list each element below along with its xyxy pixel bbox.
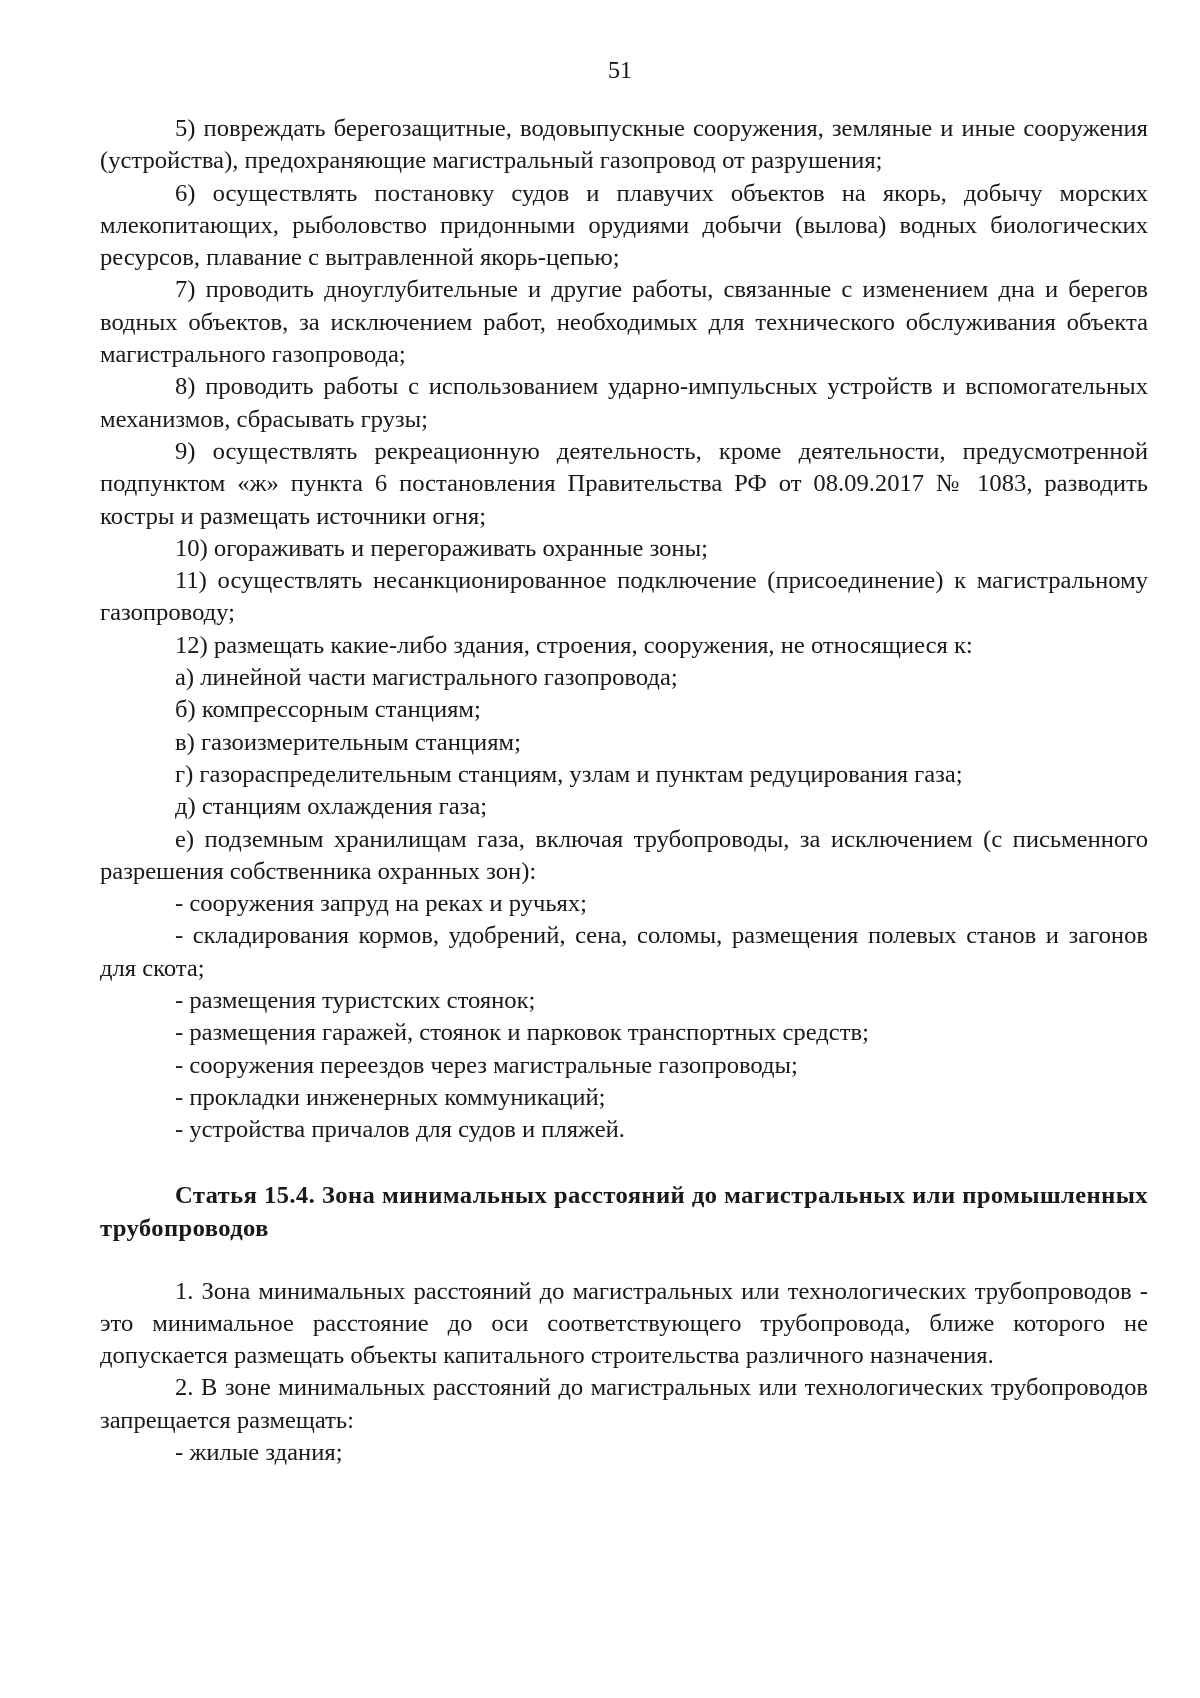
dash-item: - размещения гаражей, стоянок и парковок транспортных средств;: [175, 1019, 869, 1047]
list-item-11: 11) осуществлять несанкционированное подключение (присоединение) к магистральному газопроводу;: [100, 567, 1148, 627]
dash-item: - сооружения запруд на реках и ручьях;: [175, 890, 587, 918]
list-item-12: 12) размещать какие-либо здания, строения, сооружения, не относящиеся к:: [175, 631, 973, 659]
list-item-9: 9) осуществлять рекреационную деятельность, кроме деятельности, предусмотренной подпунктом «ж» пункта 6 постановления Правительства РФ от 08.09.2017 № 1083, разводить костры и размещать источники огня;: [100, 437, 1148, 530]
section-paragraph-2: 2. В зоне минимальных расстояний до магистральных или технологических трубопроводов запрещается размещать:: [100, 1374, 1148, 1434]
list-item-7: 7) проводить дноуглубительные и другие работы, связанные с изменением дна и берегов водных объектов, за исключением работ, необходимых для технического обслуживания объекта магистрального газопровода;: [100, 276, 1148, 369]
dash-item-last: - жилые здания;: [175, 1438, 343, 1466]
dash-item: - устройства причалов для судов и пляжей.: [175, 1116, 625, 1144]
subitem-e: е) подземным хранилищам газа, включая трубопроводы, за исключением (с письменного разрешения собственника охранных зон):: [100, 825, 1148, 885]
subitem-a: а) линейной части магистрального газопровода;: [175, 664, 678, 692]
dash-item: - сооружения переездов через магистральные газопроводы;: [175, 1051, 798, 1079]
article-heading: Статья 15.4. Зона минимальных расстояний до магистральных или промышленных трубопроводов: [100, 1181, 1148, 1242]
section-paragraph-1: 1. Зона минимальных расстояний до магистральных или технологических трубопроводов - это минимальное расстояние до оси соответствующего трубопровода, ближе которого не допускается размещать объекты капитального строительства различного назначения.: [100, 1277, 1148, 1370]
dash-item: - прокладки инженерных коммуникаций;: [175, 1083, 606, 1111]
page-number: 51: [608, 58, 632, 84]
list-item-6: 6) осуществлять постановку судов и плавучих объектов на якорь, добычу морских млекопитающих, рыболовство придонными орудиями добычи (вылова) водных биологических ресурсов, плавание с вытравленной якорь-цепью;: [100, 179, 1148, 272]
dash-item: - складирования кормов, удобрений, сена, соломы, размещения полевых станов и загонов для скота;: [100, 922, 1148, 982]
spacer: [100, 1245, 1148, 1276]
subitem-v: в) газоизмерительным станциям;: [175, 728, 521, 756]
list-item-8: 8) проводить работы с использованием ударно-импульсных устройств и вспомогательных механизмов, сбрасывать грузы;: [100, 373, 1148, 433]
subitem-d: д) станциям охлаждения газа;: [175, 793, 488, 821]
document-body: [100, 113, 1148, 1469]
list-item-5: 5) повреждать берегозащитные, водовыпускные сооружения, земляные и иные сооружения (устройства), предохраняющие магистральный газопровод от разрушения;: [100, 115, 1148, 175]
dash-item: - размещения туристских стоянок;: [175, 987, 536, 1015]
subitem-g: г) газораспределительным станциям, узлам и пунктам редуцирования газа;: [175, 760, 963, 788]
subitem-b: б) компрессорным станциям;: [175, 696, 481, 724]
list-item-10: 10) огораживать и перегораживать охранные зоны;: [175, 534, 708, 562]
